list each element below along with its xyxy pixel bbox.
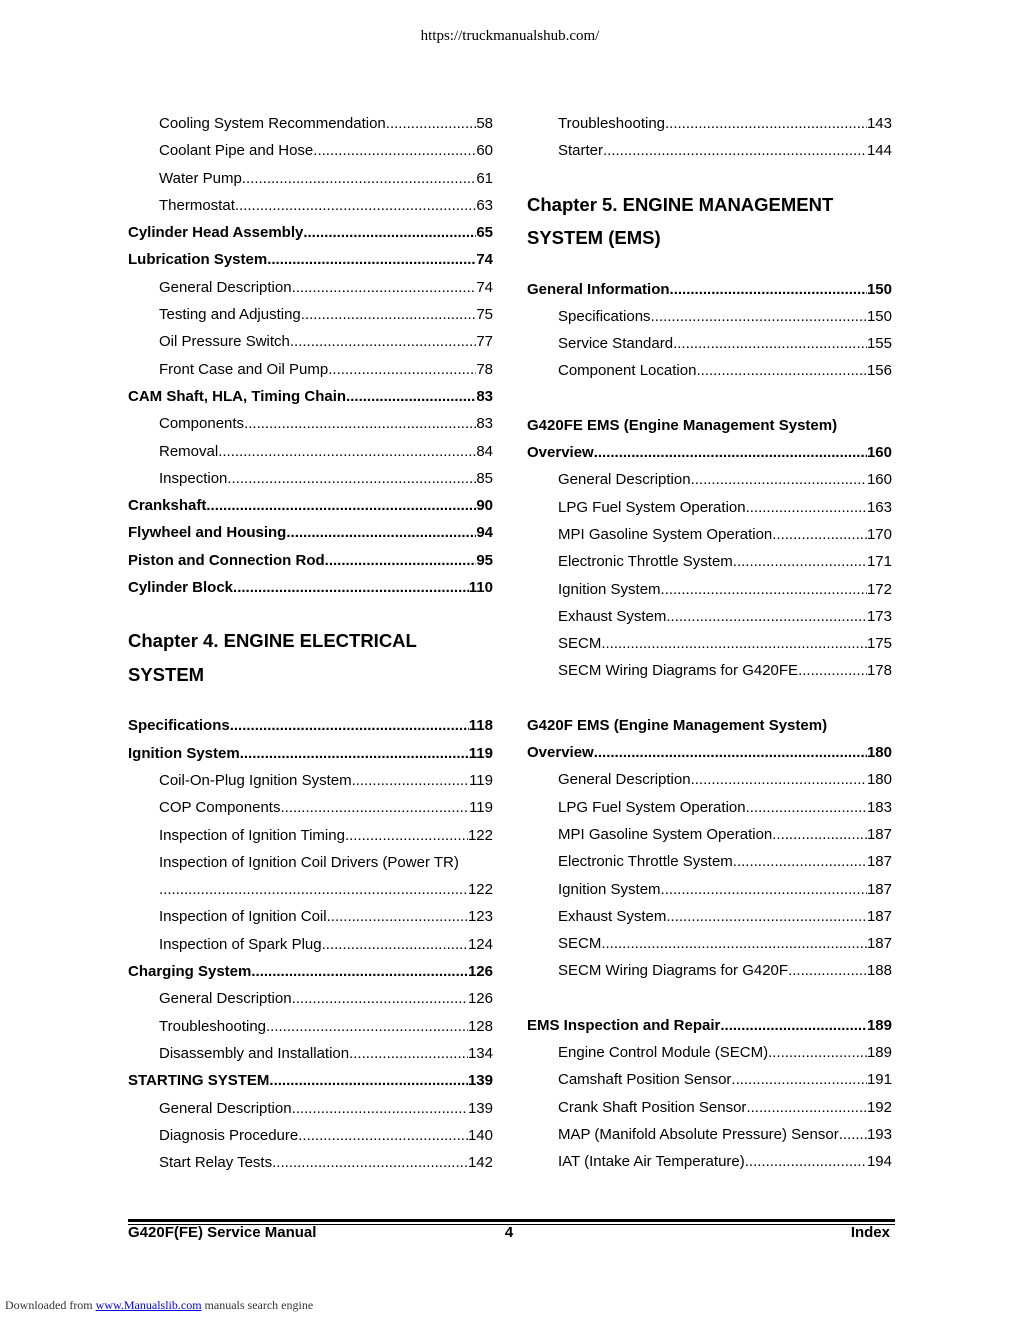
toc-entry[interactable]: [527, 110, 892, 137]
toc-section-entry[interactable]: [128, 547, 493, 574]
dot-leader: [292, 985, 468, 1012]
toc-entry-title: Ignition System: [128, 744, 240, 762]
dot-leader: [666, 603, 867, 630]
toc-entry-title: Coil-On-Plug Ignition System: [159, 771, 352, 789]
toc-entry-page: 119: [469, 771, 493, 789]
toc-entry-page: 170: [866, 525, 892, 543]
toc-entry-page: 187: [866, 907, 892, 925]
toc-entry[interactable]: [128, 767, 493, 794]
toc-entry[interactable]: [527, 357, 892, 384]
toc-entry-title: Specifications: [128, 717, 230, 735]
toc-entry-title: Troubleshooting: [159, 1017, 267, 1035]
toc-entry-page: 187: [866, 853, 892, 871]
toc-entry-page: 156: [866, 362, 892, 380]
toc-entry-title: EMS Inspection and Repair: [527, 1016, 721, 1034]
dot-leader: [594, 439, 867, 466]
dot-leader: [206, 492, 476, 519]
toc-entry-page: 188: [866, 962, 892, 980]
toc-entry-title: Overview: [527, 444, 594, 462]
dot-leader: [159, 876, 468, 903]
dot-leader: [313, 137, 476, 164]
toc-entry-title: Inspection of Ignition Coil Drivers (Power TR): [159, 853, 459, 871]
toc-entry-page: 61: [476, 169, 493, 187]
toc-entry-title: Service Standard: [558, 335, 674, 353]
toc-entry[interactable]: [128, 328, 493, 355]
toc-entry[interactable]: [527, 466, 892, 493]
dot-leader: [328, 356, 476, 383]
toc-entry-page: 83: [476, 387, 493, 405]
dot-leader: [298, 1122, 468, 1149]
toc-section-chapter-5-general: [527, 276, 892, 385]
toc-entry-page: 77: [476, 333, 493, 351]
footer-page-number: 4: [504, 1224, 514, 1241]
toc-entry-title: Diagnosis Procedure: [159, 1126, 299, 1144]
dot-leader: [839, 1121, 867, 1148]
toc-entry[interactable]: [527, 137, 892, 164]
dot-leader: [280, 794, 469, 821]
dot-leader: [691, 466, 867, 493]
toc-entry-title: Start Relay Tests: [159, 1154, 273, 1172]
toc-entry-title: LPG Fuel System Operation: [558, 798, 746, 816]
dot-leader: [733, 848, 867, 875]
dot-leader: [242, 165, 477, 192]
toc-entry[interactable]: [527, 576, 892, 603]
toc-entry-page: 84: [476, 442, 493, 460]
toc-entry[interactable]: [128, 137, 493, 164]
toc-entry-page: 74: [476, 251, 493, 269]
toc-section-entry[interactable]: [128, 519, 493, 546]
toc-entry-title: Inspection of Ignition Coil: [159, 908, 327, 926]
toc-entry-title: General Description: [159, 278, 292, 296]
toc-entry-title: MPI Gasoline System Operation: [558, 525, 773, 543]
dot-leader: [292, 1095, 468, 1122]
toc-entry[interactable]: [527, 821, 892, 848]
toc-entry-page: 144: [866, 142, 892, 160]
toc-entry[interactable]: [527, 494, 892, 521]
toc-section-g420f: [527, 739, 892, 985]
toc-entry-page: 172: [866, 580, 892, 598]
toc-entry-page: 122: [467, 881, 493, 899]
toc-entry-page: 126: [467, 963, 493, 981]
dot-leader: [327, 903, 468, 930]
toc-entry-title: Testing and Adjusting: [159, 306, 301, 324]
toc-entry-title: Oil Pressure Switch: [159, 333, 290, 351]
toc-entry[interactable]: [128, 849, 493, 876]
toc-entry-page: 63: [476, 196, 493, 214]
toc-entry-page: 175: [866, 635, 892, 653]
dot-leader: [345, 822, 468, 849]
dot-leader: [601, 930, 867, 957]
toc-entry-page: 187: [866, 935, 892, 953]
toc-entry[interactable]: [128, 1040, 493, 1067]
toc-entry[interactable]: [128, 876, 493, 903]
toc-entry-title: IAT (Intake Air Temperature): [558, 1153, 745, 1171]
toc-entry[interactable]: [128, 356, 493, 383]
toc-entry[interactable]: [527, 630, 892, 657]
dot-leader: [745, 1148, 867, 1175]
toc-entry[interactable]: [128, 903, 493, 930]
toc-entry-title: SECM Wiring Diagrams for G420F: [558, 962, 789, 980]
toc-entry[interactable]: [128, 1122, 493, 1149]
toc-section-entry[interactable]: [128, 246, 493, 273]
toc-entry-page: 150: [866, 307, 892, 325]
toc-entry[interactable]: [527, 330, 892, 357]
toc-entry-page: 183: [866, 798, 892, 816]
toc-section-entry[interactable]: [527, 1012, 892, 1039]
toc-entry[interactable]: [527, 1094, 892, 1121]
toc-entry[interactable]: [128, 1149, 493, 1176]
dot-leader: [768, 1039, 867, 1066]
toc-entry-title: SECM: [558, 935, 602, 953]
dot-leader: [230, 712, 469, 739]
toc-entry[interactable]: [527, 548, 892, 575]
toc-entry-page: 123: [467, 908, 493, 926]
chapter-5-heading: [527, 188, 892, 255]
toc-entry[interactable]: [128, 165, 493, 192]
toc-entry-title: Inspection of Spark Plug: [159, 935, 322, 953]
toc-section-left-top: [128, 110, 493, 601]
toc-entry-title: SECM: [558, 635, 602, 653]
toc-entry-title: Crank Shaft Position Sensor: [558, 1098, 747, 1116]
dot-leader: [349, 1040, 468, 1067]
toc-section-ems-inspection: [527, 1012, 892, 1176]
toc-entry[interactable]: [128, 1013, 493, 1040]
dot-leader: [696, 357, 867, 384]
dot-leader: [269, 1067, 468, 1094]
toc-entry-title: Electronic Throttle System: [558, 553, 733, 571]
download-note-prefix: Downloaded from: [5, 1298, 96, 1312]
chapter-4-title-line1: Chapter 4. ENGINE ELECTRICAL: [128, 630, 417, 652]
toc-entry[interactable]: [527, 903, 892, 930]
toc-entry-page: 160: [866, 471, 892, 489]
dot-leader: [788, 957, 867, 984]
header-url: https://truckmanualshub.com/: [420, 28, 600, 44]
toc-entry[interactable]: [128, 985, 493, 1012]
toc-entry-title: LPG Fuel System Operation: [558, 498, 746, 516]
toc-entry-title: Lubrication System: [128, 251, 268, 269]
dot-leader: [303, 219, 476, 246]
toc-entry-page: 193: [866, 1125, 892, 1143]
toc-entry[interactable]: [128, 465, 493, 492]
toc-entry-page: 139: [467, 1099, 493, 1117]
chapter-5-title-line2: SYSTEM (EMS): [527, 227, 661, 249]
toc-section-entry[interactable]: [527, 439, 892, 466]
toc-section-entry[interactable]: [128, 712, 493, 739]
toc-entry-title: General Description: [159, 1099, 292, 1117]
dot-leader: [746, 794, 867, 821]
toc-entry-page: 60: [476, 142, 493, 160]
toc-entry-page: 119: [469, 799, 493, 817]
page-footer: [128, 1224, 890, 1244]
toc-entry-page: 85: [476, 469, 493, 487]
toc-entry[interactable]: [128, 410, 493, 437]
manualslib-link[interactable]: www.Manualslib.com: [95, 1298, 202, 1312]
download-note: [5, 1298, 313, 1313]
toc-entry-title: CAM Shaft, HLA, Timing Chain: [128, 387, 347, 405]
toc-entry[interactable]: [128, 822, 493, 849]
toc-entry-title: Troubleshooting: [558, 115, 666, 132]
toc-entry-page: 94: [476, 524, 493, 542]
toc-entry-page: 90: [476, 497, 493, 515]
dot-leader: [240, 740, 469, 767]
toc-entry[interactable]: [527, 1066, 892, 1093]
dot-leader: [218, 438, 476, 465]
dot-leader: [691, 766, 867, 793]
dot-leader: [666, 903, 867, 930]
toc-entry-page: 134: [467, 1044, 493, 1062]
toc-entry-title: COP Components: [159, 799, 281, 817]
dot-leader: [798, 657, 867, 684]
dot-leader: [352, 767, 470, 794]
toc-entry-title: Cylinder Block: [128, 579, 234, 597]
toc-entry[interactable]: [527, 1039, 892, 1066]
toc-entry[interactable]: [527, 1148, 892, 1175]
toc-section-right-top: [527, 110, 892, 165]
dot-leader: [733, 548, 867, 575]
g420f-ems-heading: G420F EMS (Engine Management System): [527, 716, 828, 734]
footer-rule-thick: [128, 1219, 895, 1222]
toc-entry-title: Ignition System: [558, 880, 661, 898]
toc-entry-title: Thermostat: [159, 196, 235, 214]
toc-entry-page: 142: [467, 1154, 493, 1172]
toc-entry-page: 124: [467, 935, 493, 953]
toc-entry[interactable]: [527, 603, 892, 630]
toc-entry-page: 194: [866, 1153, 892, 1171]
dot-leader: [290, 328, 476, 355]
toc-section-entry[interactable]: [527, 276, 892, 303]
dot-leader: [661, 576, 867, 603]
toc-entry-title: Exhaust System: [558, 607, 667, 625]
toc-entry-title: MAP (Manifold Absolute Pressure) Sensor: [558, 1125, 839, 1143]
toc-entry[interactable]: [128, 274, 493, 301]
toc-entry-page: 75: [476, 306, 493, 324]
dot-leader: [233, 574, 469, 601]
toc-entry-title: Overview: [527, 744, 594, 762]
toc-entry-title: Engine Control Module (SECM): [558, 1044, 769, 1062]
dot-leader: [267, 246, 476, 273]
toc-entry-title: Exhaust System: [558, 907, 667, 925]
toc-entry-title: Disassembly and Installation: [159, 1044, 350, 1062]
toc-section-entry[interactable]: [128, 383, 493, 410]
toc-entry-title: Inspection: [159, 469, 228, 487]
toc-entry[interactable]: [527, 876, 892, 903]
dot-leader: [661, 876, 867, 903]
dot-leader: [346, 383, 476, 410]
toc-entry-page: 192: [866, 1098, 892, 1116]
toc-entry-title: General Description: [159, 990, 292, 1008]
toc-section-entry[interactable]: [527, 739, 892, 766]
toc-entry-page: 180: [866, 744, 892, 762]
toc-right-column: [527, 110, 892, 1176]
toc-entry-page: 83: [476, 415, 493, 433]
chapter-4-heading: [128, 624, 493, 691]
toc-entry[interactable]: [527, 766, 892, 793]
toc-section-entry[interactable]: [128, 219, 493, 246]
toc-entry-title: Crankshaft: [128, 497, 207, 515]
toc-entry-title: Cooling System Recommendation: [159, 115, 386, 132]
toc-entry[interactable]: [527, 657, 892, 684]
dot-leader: [731, 1066, 867, 1093]
toc-entry-page: 180: [866, 771, 892, 789]
dot-leader: [594, 739, 867, 766]
download-note-suffix: manuals search engine: [201, 1298, 314, 1312]
toc-entry-page: 160: [866, 444, 892, 462]
chapter-4-title-line2: SYSTEM: [128, 663, 205, 685]
chapter-5-title-line1: Chapter 5. ENGINE MANAGEMENT: [527, 193, 834, 215]
g420fe-ems-heading: G420FE EMS (Engine Management System): [527, 416, 838, 434]
toc-section-entry[interactable]: [128, 1067, 493, 1094]
toc-entry-title: Cylinder Head Assembly: [128, 224, 304, 242]
toc-entry[interactable]: [128, 192, 493, 219]
toc-section-entry[interactable]: [128, 958, 493, 985]
toc-entry[interactable]: [128, 110, 493, 137]
toc-entry[interactable]: [527, 303, 892, 330]
toc-entry[interactable]: [128, 1095, 493, 1122]
toc-section-chapter-4: [128, 712, 493, 1176]
toc-entry-page: 118: [468, 717, 493, 735]
toc-entry-page: 78: [476, 360, 493, 378]
dot-leader: [746, 494, 867, 521]
toc-entry-title: Coolant Pipe and Hose: [159, 142, 314, 160]
dot-leader: [266, 1013, 468, 1040]
toc-entry-title: Specifications: [558, 307, 651, 325]
dot-leader: [286, 519, 476, 546]
toc-entry-page: 119: [468, 744, 493, 762]
dot-leader: [720, 1012, 867, 1039]
toc-entry-title: Component Location: [558, 362, 697, 380]
toc-entry[interactable]: [128, 438, 493, 465]
toc-entry-title: General Description: [558, 771, 691, 789]
toc-entry-page: 163: [866, 498, 892, 516]
toc-entry-page: 126: [467, 990, 493, 1008]
footer-manual-title: G420F(FE) Service Manual: [128, 1224, 317, 1241]
toc-entry-title: Ignition System: [558, 580, 661, 598]
toc-entry-title: MPI Gasoline System Operation: [558, 825, 773, 843]
dot-leader: [301, 301, 477, 328]
toc-entry-title: Electronic Throttle System: [558, 853, 733, 871]
toc-entry-page: 171: [866, 553, 892, 571]
dot-leader: [386, 110, 477, 137]
toc-entry-page: 189: [866, 1044, 892, 1062]
toc-entry-title: Front Case and Oil Pump: [159, 360, 329, 378]
toc-entry-page: 191: [866, 1071, 892, 1089]
dot-leader: [251, 958, 468, 985]
toc-entry-title: Inspection of Ignition Timing: [159, 826, 345, 844]
toc-entry-page: 74: [476, 278, 493, 296]
toc-entry-title: Removal: [159, 442, 219, 460]
toc-entry-title: General Information: [527, 280, 670, 298]
toc-entry[interactable]: [527, 521, 892, 548]
dot-leader: [227, 465, 476, 492]
toc-entry-title: Starter: [558, 142, 604, 160]
dot-leader: [772, 821, 867, 848]
toc-section-g420fe: [527, 439, 892, 685]
toc-entry-title: Water Pump: [159, 169, 242, 187]
dot-leader: [746, 1094, 867, 1121]
dot-leader: [670, 276, 867, 303]
toc-entry-title: Charging System: [128, 963, 252, 981]
toc-entry-title: Flywheel and Housing: [128, 524, 287, 542]
dot-leader: [292, 274, 477, 301]
toc-entry[interactable]: [128, 931, 493, 958]
toc-section-entry[interactable]: [128, 740, 493, 767]
toc-entry-page: 140: [467, 1126, 493, 1144]
dot-leader: [665, 110, 867, 137]
toc-entry-page: 187: [866, 825, 892, 843]
toc-entry[interactable]: [527, 794, 892, 821]
dot-leader: [244, 410, 476, 437]
toc-entry-title: Components: [159, 415, 245, 433]
toc-entry-page: 187: [866, 880, 892, 898]
toc-entry-page: 110: [468, 579, 493, 597]
toc-section-entry[interactable]: [128, 574, 493, 601]
toc-entry[interactable]: [128, 794, 493, 821]
toc-entry[interactable]: [527, 957, 892, 984]
toc-entry-title: General Description: [558, 471, 691, 489]
toc-entry-page: 150: [866, 280, 892, 298]
toc-entry-page: 95: [476, 551, 493, 569]
toc-entry-title: Piston and Connection Rod: [128, 551, 325, 569]
toc-entry-page: 122: [467, 826, 493, 844]
dot-leader: [235, 192, 476, 219]
toc-entry-page: 139: [467, 1072, 493, 1090]
toc-entry-page: 173: [866, 607, 892, 625]
toc-entry-title: SECM Wiring Diagrams for G420FE: [558, 662, 799, 680]
toc-entry-page: 128: [467, 1017, 493, 1035]
toc-entry[interactable]: [527, 1121, 892, 1148]
dot-leader: [601, 630, 867, 657]
toc-entry[interactable]: [527, 930, 892, 957]
dot-leader: [325, 547, 477, 574]
toc-entry-page: 155: [866, 335, 892, 353]
dot-leader: [651, 303, 867, 330]
dot-leader: [772, 521, 867, 548]
toc-entry[interactable]: [527, 848, 892, 875]
dot-leader: [673, 330, 867, 357]
toc-entry-page: 178: [866, 662, 892, 680]
dot-leader: [603, 137, 867, 164]
toc-entry[interactable]: [128, 301, 493, 328]
toc-entry-title: STARTING SYSTEM: [128, 1072, 270, 1090]
dot-leader: [272, 1149, 468, 1176]
toc-entry-page: 143: [866, 115, 892, 132]
dot-leader: [322, 931, 468, 958]
toc-entry-page: 58: [476, 115, 493, 132]
toc-entry-page: 189: [866, 1016, 892, 1034]
toc-section-entry[interactable]: [128, 492, 493, 519]
toc-entry-title: Camshaft Position Sensor: [558, 1071, 732, 1089]
toc-left-column: [128, 110, 493, 1176]
toc-entry-page: 65: [476, 224, 493, 242]
footer-section-name: Index: [850, 1224, 890, 1241]
